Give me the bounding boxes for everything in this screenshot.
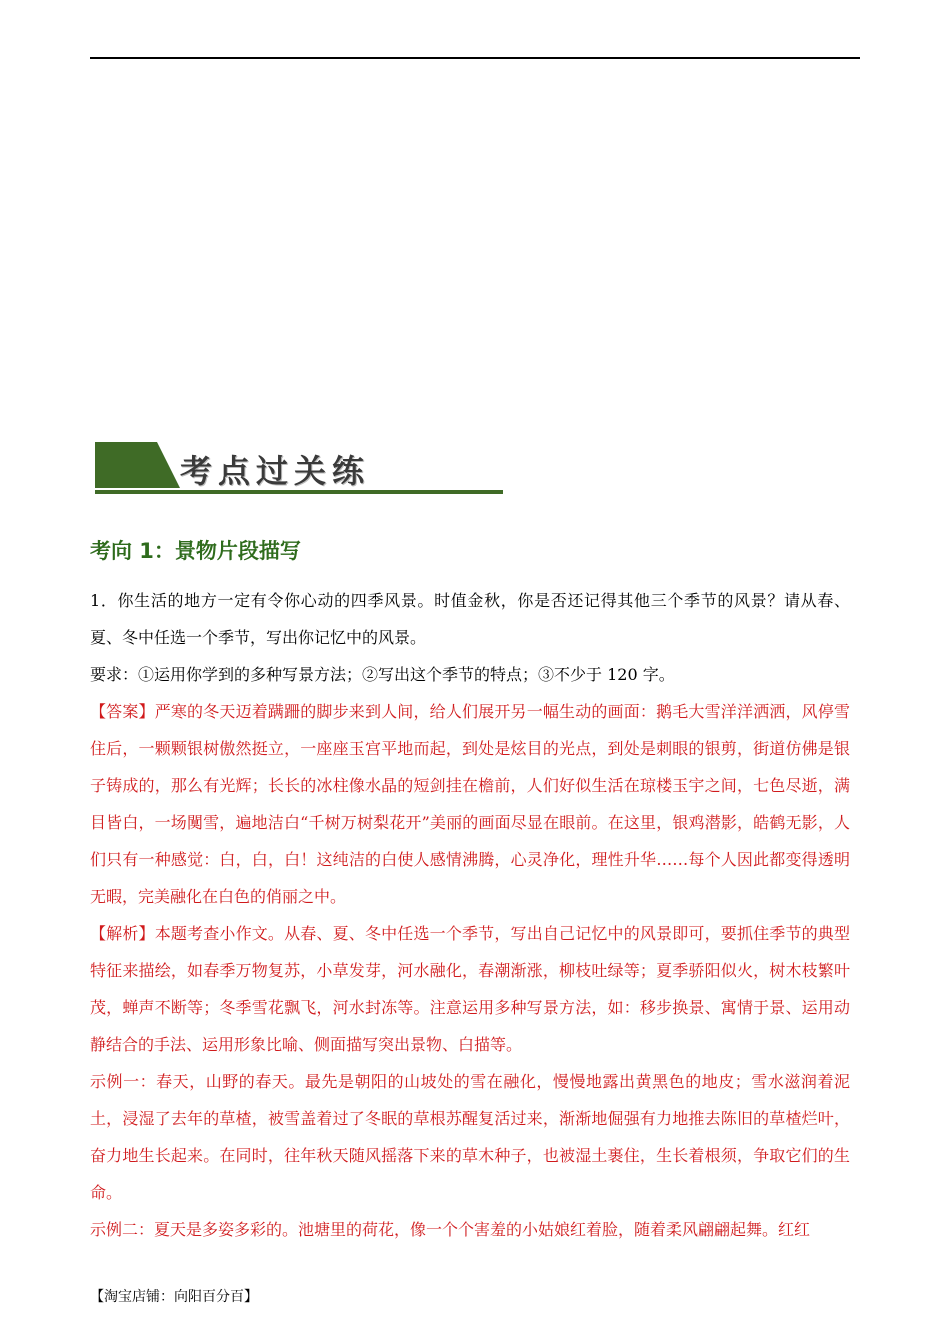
example-one: 示例一：春天，山野的春天。最先是朝阳的山坡处的雪在融化，慢慢地露出黄黑色的地皮；雪水滋润着泥土，浸湿了去年的草楂，被雪盖着过了冬眠的草根苏醒复活过来，渐渐地倔强有力地推去陈旧的草楂烂叶，奋力地生长起来。在同时，往年秋天随风摇落下来的草木种子，也被湿土裹住，生长着根须，争取它们的生命。 (90, 1072, 850, 1202)
header-rule (90, 57, 860, 59)
analysis-block (90, 915, 850, 1063)
banner-title: 考点过关练 (180, 452, 371, 490)
section-banner (95, 442, 505, 496)
answer-label: 【答案】 (90, 702, 155, 721)
answer-block (90, 693, 850, 915)
section-title: 考向 1：景物片段描写 (90, 539, 301, 563)
analysis-label: 【解析】 (90, 924, 155, 943)
question-content (90, 582, 850, 1248)
question-text: 1．你生活的地方一定有令你心动的四季风景。时值金秋，你是否还记得其他三个季节的风景？请从春、夏、冬中任选一个季节，写出你记忆中的风景。 (90, 591, 850, 647)
footer-shop-note: 【淘宝店铺：向阳百分百】 (90, 1289, 258, 1305)
banner-flag-shape (95, 442, 180, 488)
answer-text: 严寒的冬天迈着蹒跚的脚步来到人间，给人们展开另一幅生动的画面：鹅毛大雪洋洋洒洒，风停雪住后，一颗颗银树傲然挺立，一座座玉宫平地而起，到处是炫目的光点，到处是刺眼的银剪，街道仿佛是银子铸成的，那么有光辉；长长的冰柱像水晶的短剑挂在檐前，人们好似生活在琼楼玉宇之间，七色尽逝，满目皆白，一场闃雪，遍地洁白“千树万树梨花开”美丽的画面尽显在眼前。在这里，银鸡潜影，皓鹤无影，人们只有一种感觉：白，白，白！这纯洁的白使人感情沸腾，心灵净化，理性升华……每个人因此都变得透明无暇，完美融化在白色的俏丽之中。 (90, 702, 850, 906)
question-requirement: 要求：①运用你学到的多种写景方法；②写出这个季节的特点；③不少于 120 字。 (90, 665, 675, 684)
analysis-text: 本题考查小作文。从春、夏、冬中任选一个季节，写出自己记忆中的风景即可，要抓住季节的典型特征来描绘，如春季万物复苏，小草发芽，河水融化，春潮渐涨，柳枝吐绿等；夏季骄阳似火，树木枝繁叶茂，蝉声不断等；冬季雪花飘飞，河水封冻等。注意运用多种写景方法，如：移步换景、寓情于景、运用动静结合的手法、运用形象比喻、侧面描写突出景物、白描等。 (90, 924, 850, 1054)
example-two: 示例二：夏天是多姿多彩的。池塘里的荷花，像一个个害羞的小姑娘红着脸，随着柔风翩翩起舞。红红 (90, 1220, 811, 1239)
